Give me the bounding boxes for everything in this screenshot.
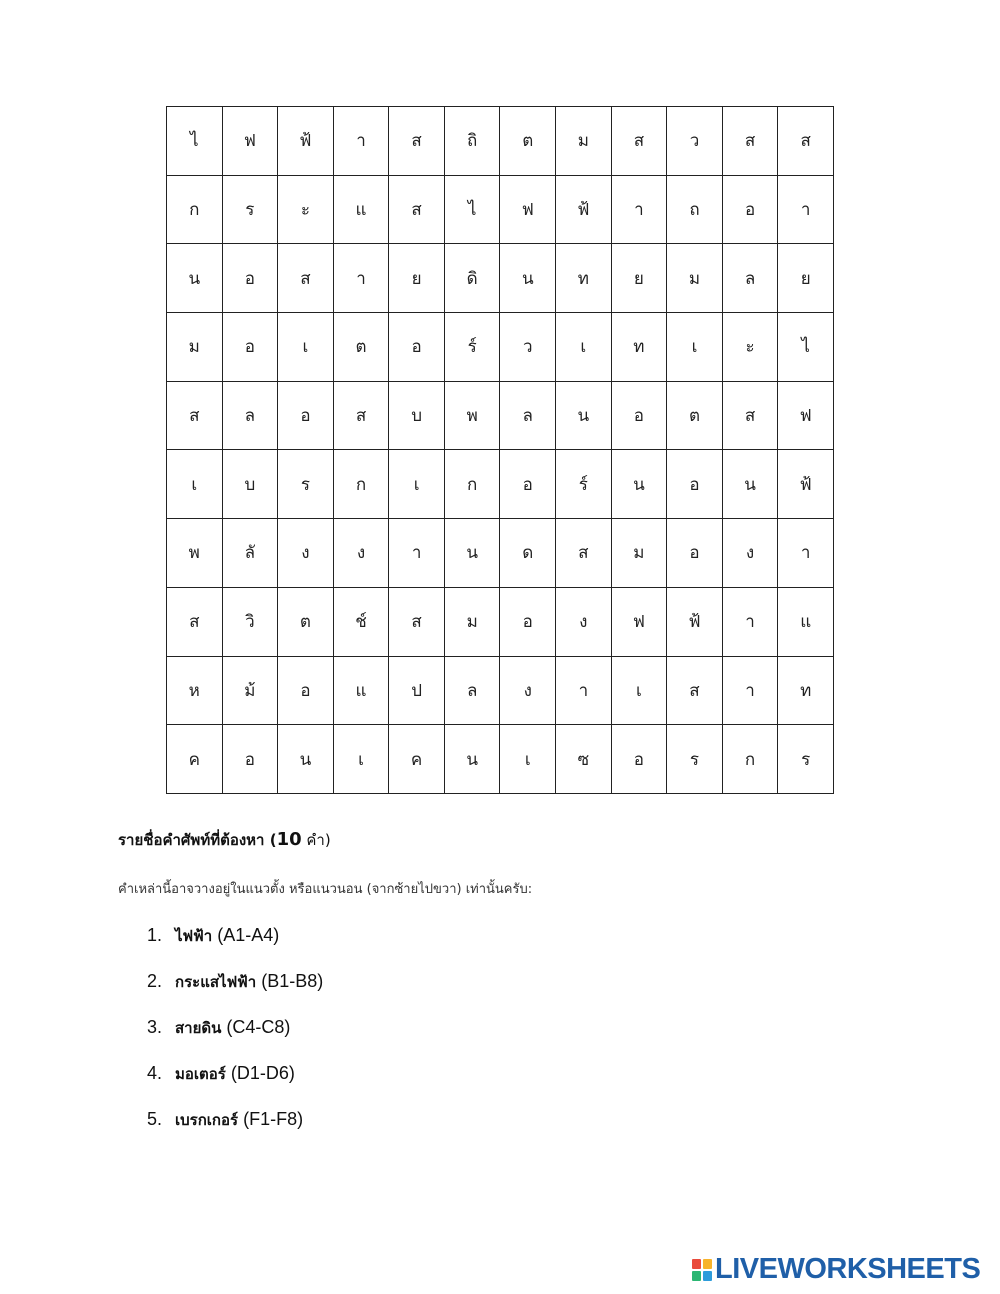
grid-cell[interactable]: ฟ้	[556, 175, 612, 244]
grid-cell[interactable]: เ	[333, 725, 389, 794]
word-position: (D1-D6)	[230, 1063, 295, 1083]
grid-cell[interactable]: ลั	[222, 519, 278, 588]
logo-mark-square	[703, 1271, 712, 1281]
grid-row	[167, 244, 834, 313]
logo-mark-square	[692, 1271, 701, 1281]
grid-cell[interactable]: น	[556, 381, 612, 450]
grid-cell[interactable]: ว	[667, 107, 723, 176]
grid-cell[interactable]: ฟ	[778, 381, 834, 450]
word-list-item	[147, 920, 323, 966]
word-list-item	[147, 1012, 323, 1058]
grid-cell[interactable]: พ	[167, 519, 223, 588]
grid-cell[interactable]: ฟ	[500, 175, 556, 244]
grid-cell[interactable]: ท	[611, 313, 667, 382]
grid-cell[interactable]: ง	[556, 587, 612, 656]
grid-cell[interactable]: า	[611, 175, 667, 244]
grid-row	[167, 175, 834, 244]
grid-cell[interactable]: อ	[389, 313, 445, 382]
grid-row	[167, 313, 834, 382]
grid-cell[interactable]: ป	[389, 656, 445, 725]
grid-cell[interactable]: ส	[556, 519, 612, 588]
grid-cell[interactable]: ห	[167, 656, 223, 725]
grid-cell[interactable]: ก	[444, 450, 500, 519]
grid-cell[interactable]: า	[778, 175, 834, 244]
instructions-text: คำเหล่านี้อาจวางอยู่ในแนวตั้ง หรือแนวนอน (จากซ้ายไปขวา) เท่านั้นครับ:	[118, 882, 533, 897]
grid-cell[interactable]: แ	[333, 175, 389, 244]
grid-cell[interactable]: ส	[722, 381, 778, 450]
grid-cell[interactable]: ย	[389, 244, 445, 313]
grid-cell[interactable]: ย	[611, 244, 667, 313]
grid-cell[interactable]: ล	[444, 656, 500, 725]
word-list	[147, 920, 323, 1150]
grid-cell[interactable]: แ	[778, 587, 834, 656]
grid-cell[interactable]: พ	[444, 381, 500, 450]
grid-cell[interactable]: อ	[667, 450, 723, 519]
grid-cell[interactable]: ก	[333, 450, 389, 519]
grid-cell[interactable]: ดิ	[444, 244, 500, 313]
grid-cell[interactable]: ม	[556, 107, 612, 176]
word-list-heading	[118, 828, 331, 852]
grid-cell[interactable]: ท	[778, 656, 834, 725]
word-text: สายดิน	[175, 1019, 222, 1037]
grid-row	[167, 107, 834, 176]
grid-cell[interactable]: ถิ	[444, 107, 500, 176]
grid-cell[interactable]: ล	[222, 381, 278, 450]
grid-cell[interactable]: ไ	[167, 107, 223, 176]
word-position: (C4-C8)	[226, 1017, 291, 1037]
grid-cell[interactable]: ส	[167, 587, 223, 656]
grid-cell[interactable]: ร	[222, 175, 278, 244]
grid-cell[interactable]: ต	[333, 313, 389, 382]
grid-cell[interactable]: วิ	[222, 587, 278, 656]
grid-cell[interactable]: ง	[278, 519, 334, 588]
grid-cell[interactable]: น	[722, 450, 778, 519]
grid-cell[interactable]: ร	[667, 725, 723, 794]
grid-cell[interactable]: ส	[333, 381, 389, 450]
word-search-grid	[166, 106, 834, 794]
grid-cell[interactable]: ง	[722, 519, 778, 588]
grid-cell[interactable]: เ	[667, 313, 723, 382]
grid-cell[interactable]: ส	[389, 107, 445, 176]
grid-cell[interactable]: ส	[389, 175, 445, 244]
grid-cell[interactable]: ต	[667, 381, 723, 450]
grid-row	[167, 587, 834, 656]
grid-cell[interactable]: ร	[778, 725, 834, 794]
grid-cell[interactable]: น	[444, 519, 500, 588]
grid-cell[interactable]: อ	[222, 313, 278, 382]
grid-cell[interactable]: า	[722, 587, 778, 656]
word-number: 4.	[147, 1063, 163, 1083]
logo-text: LIVEWORKSHEETS	[715, 1253, 981, 1285]
grid-cell[interactable]: น	[167, 244, 223, 313]
grid-cell[interactable]: ท	[556, 244, 612, 313]
grid-cell[interactable]: อ	[500, 450, 556, 519]
grid-cell[interactable]: อ	[722, 175, 778, 244]
grid-cell[interactable]: น	[278, 725, 334, 794]
grid-cell[interactable]: ซ	[556, 725, 612, 794]
grid-cell[interactable]: ช์	[333, 587, 389, 656]
word-number: 1.	[147, 925, 163, 945]
grid-cell[interactable]: ต	[278, 587, 334, 656]
grid-cell[interactable]: อ	[611, 725, 667, 794]
grid-cell[interactable]: อ	[278, 381, 334, 450]
grid-cell[interactable]: ะ	[278, 175, 334, 244]
grid-cell[interactable]: ร์	[444, 313, 500, 382]
grid-cell[interactable]: ย	[778, 244, 834, 313]
grid-cell[interactable]: อ	[278, 656, 334, 725]
grid-cell[interactable]: ส	[722, 107, 778, 176]
grid-cell[interactable]: ม	[444, 587, 500, 656]
grid-cell[interactable]: ส	[667, 656, 723, 725]
grid-cell[interactable]: า	[556, 656, 612, 725]
grid-cell[interactable]: ส	[389, 587, 445, 656]
word-number: 5.	[147, 1109, 163, 1129]
grid-cell[interactable]: ม	[611, 519, 667, 588]
grid-cell[interactable]: ะ	[722, 313, 778, 382]
grid-cell[interactable]: บ	[389, 381, 445, 450]
word-text: กระแสไฟฟ้า	[175, 973, 257, 991]
grid-row	[167, 656, 834, 725]
word-position: (B1-B8)	[261, 971, 324, 991]
word-list-item	[147, 1058, 323, 1104]
grid-cell[interactable]: ร์	[556, 450, 612, 519]
grid-cell[interactable]: ก	[167, 175, 223, 244]
grid-cell[interactable]: ม้	[222, 656, 278, 725]
word-text: มอเตอร์	[175, 1065, 226, 1083]
grid-cell[interactable]: ว	[500, 313, 556, 382]
grid-cell[interactable]: เ	[278, 313, 334, 382]
grid-cell[interactable]: เ	[556, 313, 612, 382]
grid-cell[interactable]: ไ	[444, 175, 500, 244]
heading-suffix: คำ)	[301, 831, 331, 849]
grid-cell[interactable]: ถ	[667, 175, 723, 244]
grid-cell[interactable]: ส	[278, 244, 334, 313]
grid-cell[interactable]: ร	[278, 450, 334, 519]
grid-cell[interactable]: ม	[667, 244, 723, 313]
grid-cell[interactable]: น	[500, 244, 556, 313]
grid-cell[interactable]: า	[722, 656, 778, 725]
grid-cell[interactable]: ฟ	[222, 107, 278, 176]
grid-cell[interactable]: อ	[222, 725, 278, 794]
word-list-item	[147, 966, 323, 1012]
grid-cell[interactable]: ม	[167, 313, 223, 382]
grid-cell[interactable]: ค	[389, 725, 445, 794]
grid-cell[interactable]: ก	[722, 725, 778, 794]
word-position: (A1-A4)	[217, 925, 280, 945]
grid-cell[interactable]: เ	[167, 450, 223, 519]
grid-cell[interactable]: ฟ	[611, 587, 667, 656]
grid-row	[167, 725, 834, 794]
grid-cell[interactable]: า	[333, 107, 389, 176]
word-number: 3.	[147, 1017, 163, 1037]
word-position: (F1-F8)	[243, 1109, 304, 1129]
grid-cell[interactable]: ฟ้	[667, 587, 723, 656]
grid-cell[interactable]: บ	[222, 450, 278, 519]
grid-cell[interactable]: ด	[500, 519, 556, 588]
heading-count: 10	[276, 829, 302, 850]
grid-cell[interactable]: ส	[778, 107, 834, 176]
word-text: ไฟฟ้า	[175, 927, 213, 945]
grid-row	[167, 450, 834, 519]
grid-row	[167, 519, 834, 588]
grid-cell[interactable]: ต	[500, 107, 556, 176]
grid-cell[interactable]: ล	[500, 381, 556, 450]
liveworksheets-logo	[692, 1253, 980, 1286]
grid-cell[interactable]: ง	[333, 519, 389, 588]
word-number: 2.	[147, 971, 163, 991]
grid-cell[interactable]: ล	[722, 244, 778, 313]
word-list-item	[147, 1104, 323, 1150]
grid-cell[interactable]: า	[389, 519, 445, 588]
grid-cell[interactable]: า	[778, 519, 834, 588]
grid-cell[interactable]: อ	[667, 519, 723, 588]
grid-cell[interactable]: า	[333, 244, 389, 313]
grid-cell[interactable]: ส	[611, 107, 667, 176]
grid-cell[interactable]: เ	[389, 450, 445, 519]
word-text: เบรกเกอร์	[175, 1111, 239, 1129]
grid-cell[interactable]: เ	[500, 725, 556, 794]
grid-cell[interactable]: ค	[167, 725, 223, 794]
grid-cell[interactable]: แ	[333, 656, 389, 725]
grid-cell[interactable]: อ	[500, 587, 556, 656]
grid-cell[interactable]: ง	[500, 656, 556, 725]
heading-prefix: รายชื่อคำศัพท์ที่ต้องหา (	[118, 831, 277, 849]
logo-mark-icon	[692, 1259, 712, 1281]
grid-row	[167, 381, 834, 450]
grid-cell[interactable]: ส	[167, 381, 223, 450]
grid-cell[interactable]: อ	[611, 381, 667, 450]
grid-cell[interactable]: อ	[222, 244, 278, 313]
logo-mark-square	[692, 1259, 701, 1269]
grid-cell[interactable]: ฟ้	[278, 107, 334, 176]
grid-cell[interactable]: น	[611, 450, 667, 519]
grid-cell[interactable]: ฟ้	[778, 450, 834, 519]
grid-cell[interactable]: น	[444, 725, 500, 794]
grid-cell[interactable]: เ	[611, 656, 667, 725]
logo-mark-square	[703, 1259, 712, 1269]
grid-cell[interactable]: ไ	[778, 313, 834, 382]
